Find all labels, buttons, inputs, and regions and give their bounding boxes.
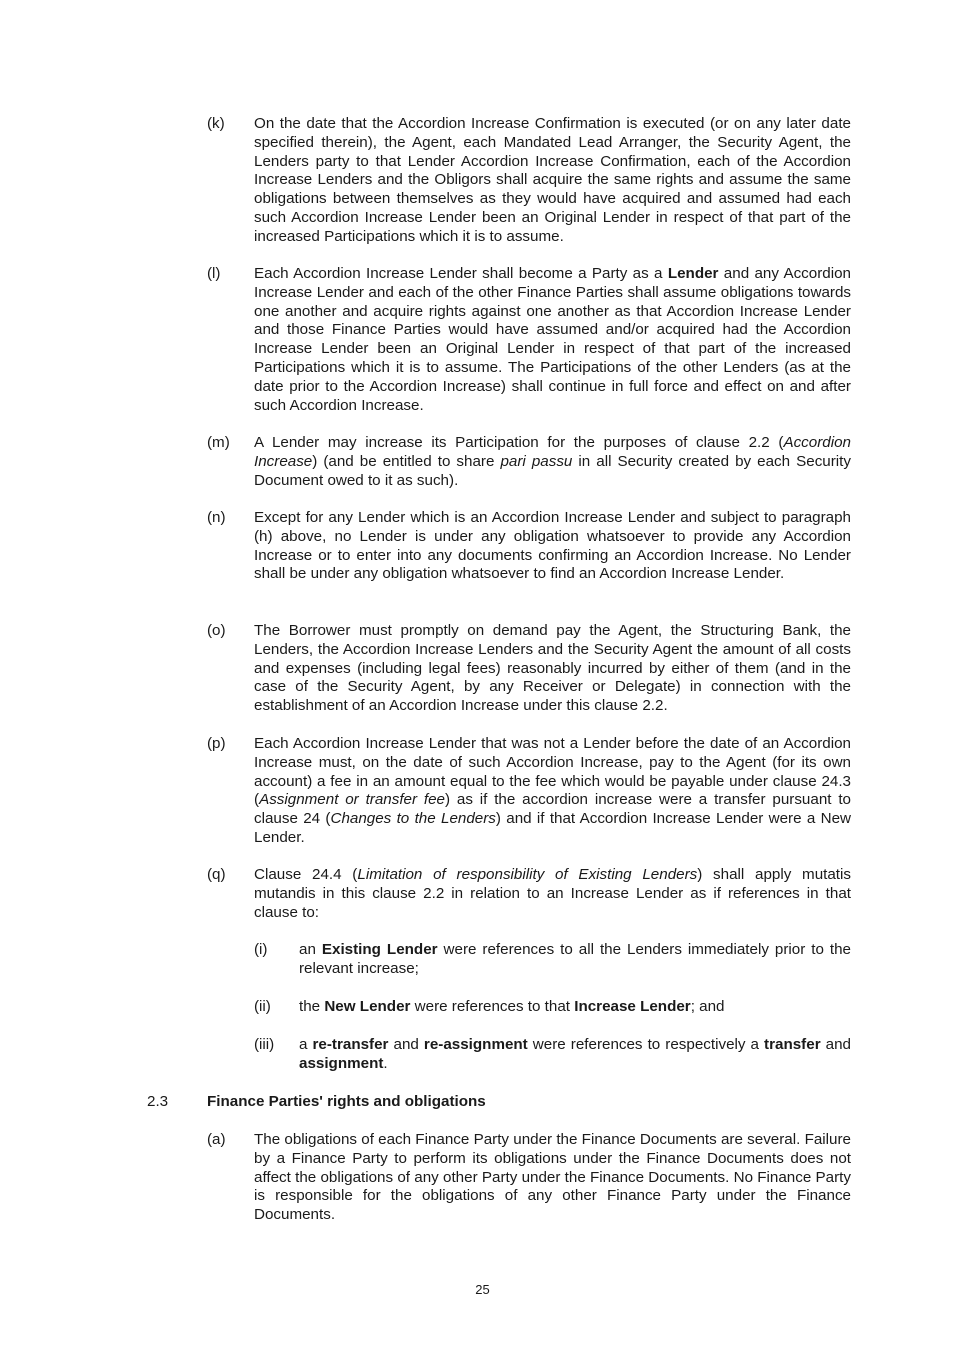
text-run: A Lender may increase its Participation for the purposes of clause 2.2 ( — [254, 434, 784, 451]
text-run: and any Accordion Increase Lender and each of the other Finance Parties shall assume obligations towards one another and acquire rights against one another as that Accordion Increase Lender and those Finance Parties would have assumed and/or acquired had the Accordion Increase Lender been an Original Lender in respect of that part of the increased Participations which it is to assume. The Participations of the other Lenders (as at the date prior to the Accordion Increase) shall continue in full force and effect on and after such Accordion Increase. — [254, 265, 851, 414]
text-run: and — [388, 1036, 424, 1053]
text-run: and — [820, 1036, 852, 1053]
text-run: were references to respectively a — [527, 1036, 765, 1053]
paragraph-m — [207, 434, 851, 490]
text-run: in all Security created by each Security Document owed to it as such). — [254, 452, 851, 489]
text-run: Each Accordion Increase Lender that was not a Lender before the date of an Accordion Increase must, on the date of such Accordion Increase, pay to the Agent (for its own account) a fee in an amount equal to the fee which would be payable under clause 24.3 ( — [254, 735, 851, 809]
paragraph-label: (a) — [207, 1131, 226, 1148]
page-number: 25 — [475, 1282, 490, 1297]
defined-term: assignment — [299, 1054, 384, 1072]
subparagraph-text — [299, 1036, 851, 1074]
paragraph-label: (p) — [207, 735, 226, 752]
defined-term: transfer — [764, 1036, 821, 1053]
subparagraph-label: (iii) — [254, 1036, 275, 1053]
paragraph-text: On the date that the Accordion Increase Confirmation is executed (or on any later date specified therein), the Agent, each Mandated Lead Arranger, the Security Agent, the Lenders party to that Lender Accordion Increase Confirmation, each of the Accordion Increase Lenders and the Obligors shall acquire the same rights and assume the same obligations between themselves as they would have acquired and assumed had each such Accordion Increase Lender been an Original Lender in respect of that part of the increased Participations which it is to assume. — [254, 115, 851, 245]
text-run: were references to that — [410, 998, 575, 1015]
paragraph-text — [254, 265, 851, 415]
subparagraph-text — [299, 998, 851, 1017]
subparagraph-ii — [254, 998, 851, 1017]
clause-reference: Assignment or transfer fee — [259, 791, 446, 809]
defined-term: New Lender — [324, 998, 411, 1015]
defined-term: re-transfer — [312, 1036, 389, 1053]
paragraph-label: (l) — [207, 265, 221, 282]
text-run: Clause 24.4 ( — [254, 866, 358, 883]
paragraph-text — [254, 866, 851, 922]
paragraph-label: (n) — [207, 509, 226, 526]
clause-reference: Changes to the Lenders — [330, 810, 496, 828]
paragraph-n — [207, 509, 851, 584]
paragraph-text: Except for any Lender which is an Accordion Increase Lender and subject to paragraph (h) above, no Lender is under any obligation whatsoever to provide any Accordion Increase or to enter into any documents confirming an Accordion Increase. No Lender shall be under any obligation whatsoever to find an Accordion Increase Lender. — [254, 509, 851, 583]
section-title: Finance Parties' rights and obligations — [207, 1093, 486, 1110]
defined-term: Increase Lender — [574, 998, 691, 1015]
text-run: a — [299, 1036, 313, 1053]
text-run: an — [299, 941, 322, 958]
subparagraph-label: (ii) — [254, 998, 271, 1015]
paragraph-k — [207, 115, 851, 247]
paragraph-o — [207, 622, 851, 716]
text-run: ) and if that Accordion Increase Lender were a New Lender. — [254, 810, 851, 846]
text-run: ; and — [690, 998, 725, 1015]
text-run: ) as if the accordion increase were a transfer pursuant to clause 24 ( — [254, 791, 851, 828]
text-run: Each Accordion Increase Lender shall become a Party as a — [254, 265, 668, 282]
clause-reference: Limitation of responsibility of Existing Lenders — [357, 866, 698, 883]
section-paragraph-a — [207, 1131, 851, 1225]
paragraph-text: The Borrower must promptly on demand pay the Agent, the Structuring Bank, the Lenders, the Accordion Increase Lenders and the Security Agent the amount of all costs and expenses (including legal fees) reasonably incurred by either of them (and in the case of the Security Agent, by any Receiver or Delegate) in connection with the establishment of an Accordion Increase under this clause 2.2. — [254, 622, 851, 715]
paragraph-label: (k) — [207, 115, 225, 132]
paragraph-l — [207, 265, 851, 415]
paragraph-text — [254, 434, 851, 490]
text-run: the — [299, 998, 325, 1015]
paragraph-text — [254, 735, 851, 848]
text-run: were references to all the Lenders immediately prior to the relevant increase; — [299, 941, 851, 977]
subparagraph-label: (i) — [254, 941, 268, 958]
defined-term: Lender — [667, 265, 719, 282]
subparagraph-i — [254, 941, 851, 979]
paragraph-label: (m) — [207, 434, 230, 451]
text-run: ) (and be entitled to share — [312, 452, 501, 470]
paragraph-p — [207, 735, 851, 848]
text-run: ) shall apply mutatis mutandis in this clause 2.2 in relation to an Increase Lender as if references in that clause to: — [254, 866, 851, 921]
subparagraph-text — [299, 941, 851, 979]
paragraph-label: (q) — [207, 866, 226, 883]
latin-term: pari passu — [500, 452, 573, 470]
text-run: . — [383, 1054, 388, 1072]
subparagraph-iii — [254, 1036, 851, 1074]
section-number: 2.3 — [147, 1093, 169, 1110]
defined-term: Existing Lender — [321, 941, 438, 958]
clause-reference: Accordion Increase — [254, 434, 851, 470]
paragraph-q — [207, 866, 851, 922]
paragraph-text: The obligations of each Finance Party under the Finance Documents are several. Failure by a Finance Party to perform its obligations under the Finance Documents does not affect the obligations of any other Party under the Finance Documents. No Finance Party is responsible for the obligations of any other Finance Party under the Finance Documents. — [254, 1131, 851, 1224]
paragraph-label: (o) — [207, 622, 226, 639]
defined-term: re-assignment — [423, 1036, 528, 1053]
